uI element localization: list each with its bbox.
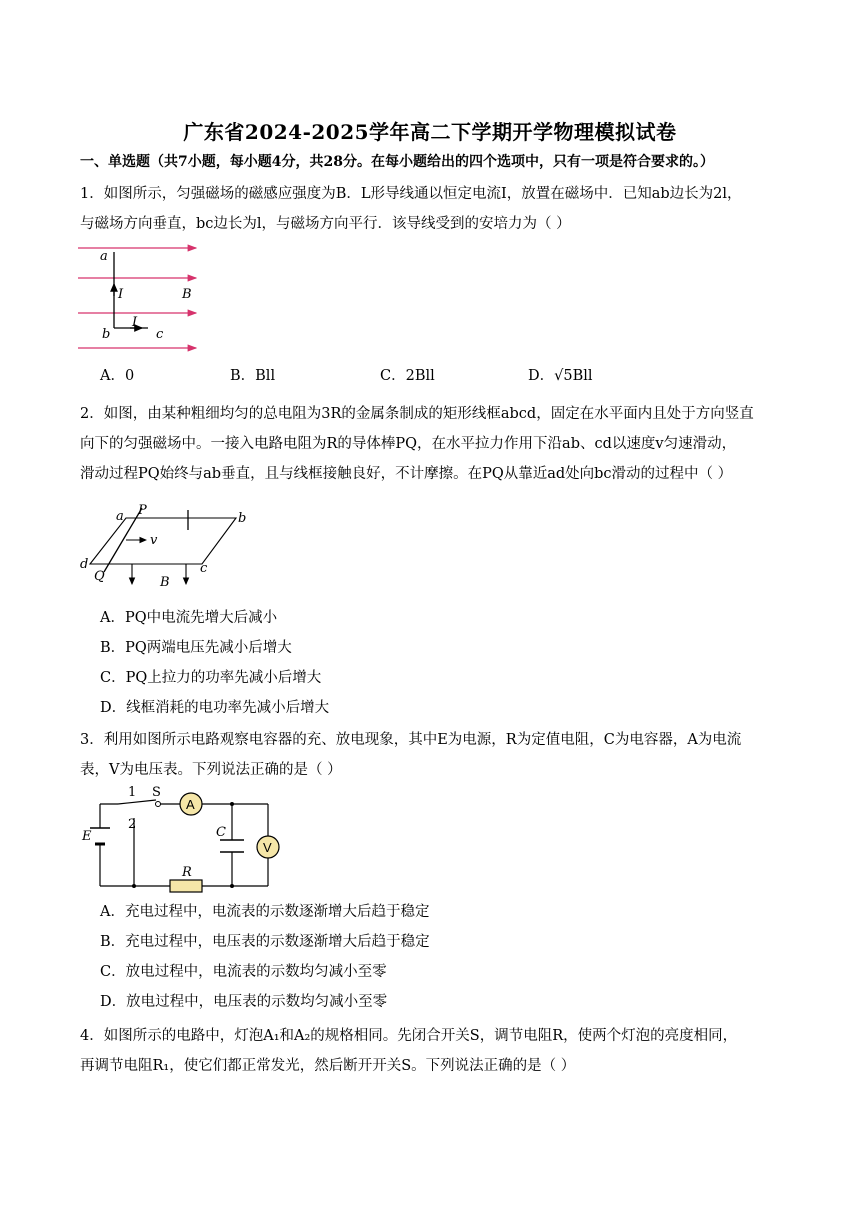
label-switch-S: S (152, 785, 161, 800)
label-c: c (156, 327, 164, 342)
q3-circuit-figure (76, 782, 286, 894)
q1-option-c[interactable]: C．2Bll (380, 368, 435, 384)
field-arrows-down (132, 564, 186, 584)
label-d: d (80, 557, 89, 572)
capacitor-C (220, 840, 244, 852)
q2-text-line1: 2．如图，由某种粗细均匀的总电阻为3R的金属条制成的矩形线框abcd，固定在水平面内且处于方向竖直 (80, 406, 754, 422)
label-current-I: I (118, 287, 124, 302)
battery-E (90, 828, 110, 844)
q3-option-d[interactable]: D．放电过程中，电压表的示数均匀减小至零 (100, 994, 388, 1010)
junction-dot (132, 884, 136, 888)
voltmeter-V (257, 836, 279, 858)
label-v: v (150, 533, 158, 548)
q1-option-a[interactable]: A．0 (100, 368, 135, 384)
q2-option-d[interactable]: D．线框消耗的电功率先减小后增大 (100, 700, 330, 716)
q3-option-b[interactable]: B．充电过程中，电压表的示数逐渐增大后趋于稳定 (100, 934, 430, 950)
q1-option-b[interactable]: B．Bll (230, 368, 276, 384)
label-current-I-2: I (132, 315, 138, 330)
junction-dot (230, 802, 234, 806)
rectangular-frame (90, 518, 236, 564)
q3-text-line1: 3．利用如图所示电路观察电容器的充、放电现象，其中E为电源，R为定值电阻，C为电容器，A为电流 (80, 732, 742, 748)
q3-option-a[interactable]: A．充电过程中，电流表的示数逐渐增大后趋于稳定 (100, 904, 430, 920)
q4-text-line1: 4．如图所示的电路中，灯泡A₁和A₂的规格相同。先闭合开关S，调节电阻R，使两个灯泡的亮度相同， (80, 1028, 738, 1044)
label-field-B: B (182, 287, 192, 302)
label-R: R (182, 865, 192, 880)
q1-option-d[interactable]: D．√5Bll (528, 368, 593, 384)
q2-text-line3: 滑动过程PQ始终与ab垂直，且与线框接触良好，不计摩擦。在PQ从靠近ad处向bc滑动的过程中（ ） (80, 466, 733, 482)
magnetic-field-lines (78, 248, 196, 348)
q1-text-line1: 1．如图所示，匀强磁场的磁感应强度为B．L形导线通以恒定电流I，放置在磁场中．已知ab边长为2l， (80, 186, 742, 202)
label-E: E (82, 829, 92, 844)
q3-option-c[interactable]: C．放电过程中，电流表的示数均匀减小至零 (100, 964, 387, 980)
label-contact-2: 2 (128, 817, 137, 832)
q2-option-b[interactable]: B．PQ两端电压先减小后增大 (100, 640, 292, 656)
svg-text:V: V (263, 840, 272, 855)
q2-option-a[interactable]: A．PQ中电流先增大后减小 (100, 610, 278, 626)
label-C: C (216, 825, 226, 840)
switch-pivot (156, 802, 161, 807)
label-a: a (100, 249, 108, 264)
label-c: c (200, 561, 208, 576)
page-title: 广东省2024-2025学年高二下学期开学物理模拟试卷 (183, 120, 677, 144)
q4-text-line2: 再调节电阻R₁，使它们都正常发光，然后断开开关S。下列说法正确的是（ ） (80, 1058, 576, 1074)
ammeter-A (180, 793, 202, 815)
q1-text-line2: 与磁场方向垂直，bc边长为l，与磁场方向平行．该导线受到的安培力为（ ） (80, 216, 571, 232)
q2-figure (76, 500, 256, 592)
q2-option-c[interactable]: C．PQ上拉力的功率先减小后增大 (100, 670, 322, 686)
label-Q: Q (94, 569, 105, 584)
resistor-R (170, 880, 202, 892)
label-P: P (138, 503, 147, 518)
q2-text-line2: 向下的匀强磁场中。一接入电路电阻为R的导体棒PQ，在水平拉力作用下沿ab、cd以速度v匀速滑动， (80, 436, 737, 452)
label-b: b (238, 511, 247, 526)
q1-figure (76, 240, 206, 358)
svg-text:A: A (186, 797, 195, 812)
section-heading: 一、单选题（共7小题，每小题4分，共28分。在每小题给出的四个选项中，只有一项是符合要求的。） (80, 154, 714, 170)
label-B: B (160, 575, 170, 590)
junction-dot (230, 884, 234, 888)
label-contact-1: 1 (128, 785, 137, 800)
label-a: a (116, 509, 124, 524)
label-b: b (102, 327, 111, 342)
q3-text-line2: 表，V为电压表。下列说法正确的是（ ） (80, 762, 342, 778)
